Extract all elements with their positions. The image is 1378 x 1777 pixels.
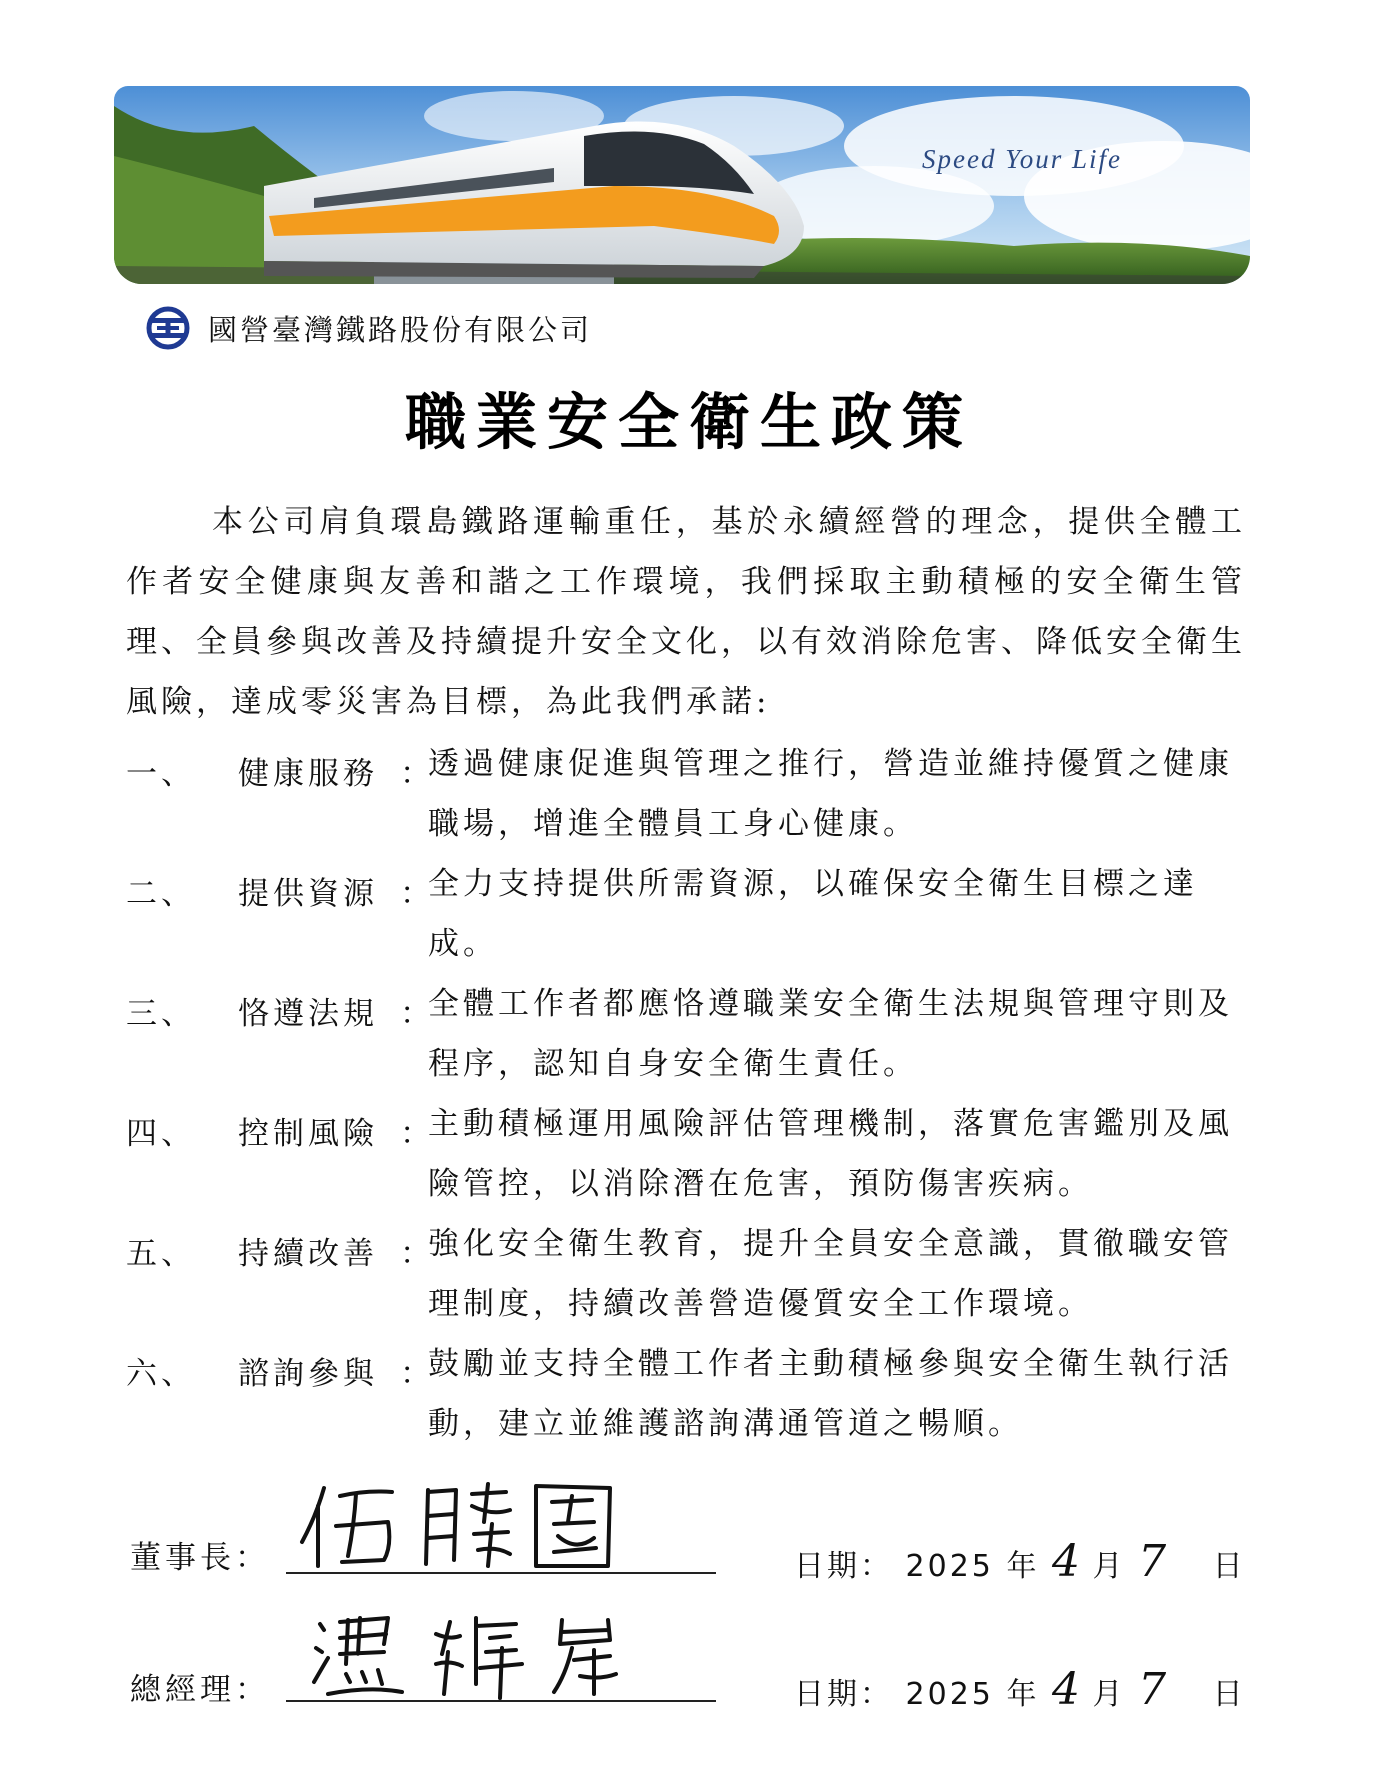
item-colon: ：	[400, 1236, 435, 1272]
item-heading: 諮詢參與	[238, 1356, 378, 1392]
date-day-unit: 日	[1212, 1677, 1246, 1712]
date-year: 2025	[905, 1677, 994, 1712]
header-banner	[114, 86, 1250, 284]
item-number: 四、	[126, 1116, 196, 1152]
item-colon: ：	[400, 756, 435, 792]
date-month: 4	[1052, 1664, 1080, 1715]
page-title: 職業安全衛生政策	[404, 387, 973, 458]
date-label: 日期：	[794, 1549, 893, 1584]
item-body: 主動積極運用風險評估管理機制，落實危害鑑別及風險管控，以消除潛在危害，預防傷害疾病。	[428, 1106, 1233, 1202]
company-name: 國營臺灣鐵路股份有限公司	[208, 312, 593, 347]
item-body: 強化安全衛生教育，提升全員安全意識，貫徹職安管理制度，持續改善營造優質安全工作環境。	[428, 1226, 1233, 1322]
date-year: 2025	[905, 1549, 994, 1584]
banner-slogan: Speed Your Life	[921, 144, 1122, 174]
general-manager-signature	[310, 1604, 660, 1704]
date-year-unit: 年	[1006, 1549, 1040, 1584]
general-manager-label: 總經理：	[130, 1672, 270, 1708]
item-colon: ：	[400, 876, 435, 912]
chairman-date	[794, 1536, 1246, 1587]
date-month: 4	[1052, 1536, 1080, 1587]
item-heading: 恪遵法規	[238, 996, 378, 1032]
date-month-unit: 月	[1092, 1549, 1126, 1584]
general-manager-date	[794, 1664, 1246, 1715]
item-body: 全力支持提供所需資源，以確保安全衛生目標之達成。	[428, 866, 1198, 962]
date-year-unit: 年	[1006, 1677, 1040, 1712]
item-heading: 持續改善	[238, 1236, 378, 1272]
chairman-signature	[296, 1476, 636, 1576]
item-number: 五、	[126, 1236, 196, 1272]
item-body: 透過健康促進與管理之推行，營造並維持優質之健康職場，增進全體員工身心健康。	[428, 746, 1233, 842]
item-colon: ：	[400, 1116, 435, 1152]
date-day-unit: 日	[1212, 1549, 1246, 1584]
company-header	[146, 306, 592, 350]
item-colon: ：	[400, 1356, 435, 1392]
chairman-label: 董事長：	[130, 1540, 270, 1576]
item-colon: ：	[400, 996, 435, 1032]
item-body: 鼓勵並支持全體工作者主動積極參與安全衛生執行活動，建立並維護諮詢溝通管道之暢順。	[428, 1346, 1233, 1442]
item-heading: 控制風險	[238, 1116, 378, 1152]
item-number: 六、	[126, 1356, 196, 1392]
item-number: 一、	[126, 756, 196, 792]
date-label: 日期：	[794, 1677, 893, 1712]
item-heading: 健康服務	[238, 756, 378, 792]
intro-paragraph: 本公司肩負環島鐵路運輸重任，基於永續經營的理念，提供全體工作者安全健康與友善和諧之工作環境，我們採取主動積極的安全衛生管理、全員參與改善及持續提升安全文化，以有效消除危害、降低安全衛生風險，達成零災害為目標，為此我們承諾:	[126, 504, 1246, 720]
item-number: 二、	[126, 876, 196, 912]
date-month-unit: 月	[1092, 1677, 1126, 1712]
train-banner-image	[114, 86, 1250, 284]
item-number: 三、	[126, 996, 196, 1032]
date-day: 7	[1138, 1536, 1167, 1587]
chairman-signature-line	[286, 1572, 716, 1574]
railway-logo-icon	[146, 306, 190, 350]
date-day: 7	[1138, 1664, 1167, 1715]
item-body: 全體工作者都應恪遵職業安全衛生法規與管理守則及程序，認知自身安全衛生責任。	[428, 986, 1233, 1082]
general-manager-signature-line	[286, 1700, 716, 1702]
item-heading: 提供資源	[238, 876, 378, 912]
